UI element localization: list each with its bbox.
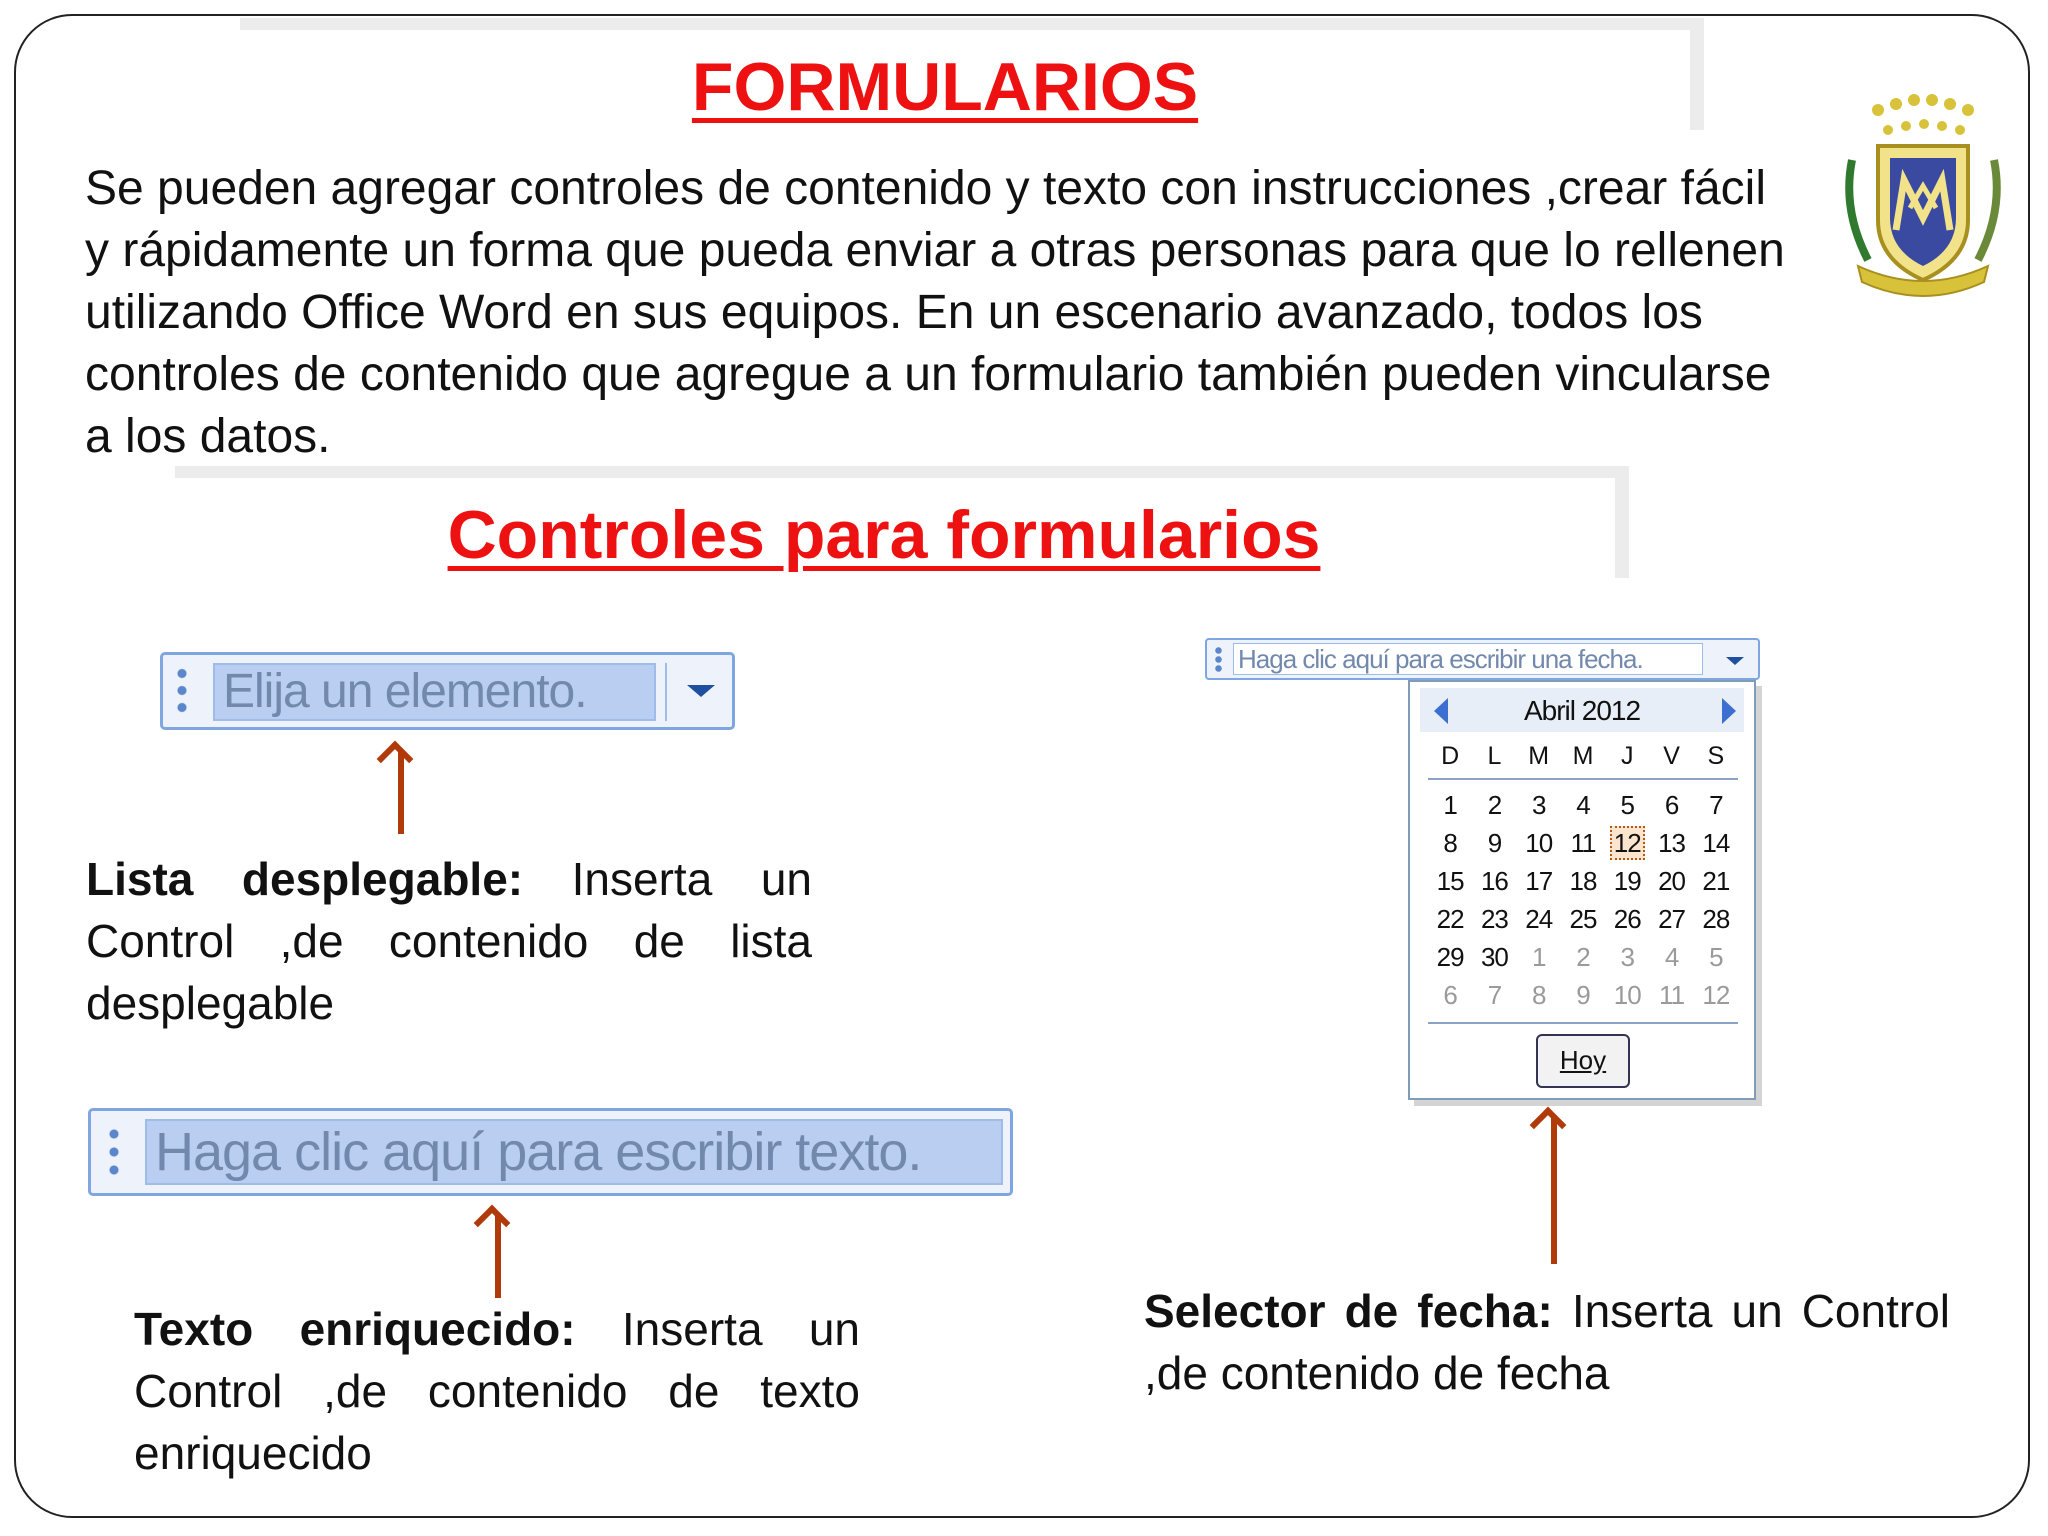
calendar-header bbox=[1420, 688, 1744, 732]
calendar-day[interactable]: 17 bbox=[1525, 866, 1553, 896]
day-of-week: S bbox=[1707, 742, 1725, 770]
calendar-day-next-month[interactable]: 1 bbox=[1531, 942, 1546, 972]
day-of-week: D bbox=[1441, 742, 1460, 770]
dropdown-label: Lista desplegable: bbox=[86, 853, 524, 905]
richtext-label: Texto enriquecido: bbox=[134, 1303, 576, 1355]
day-of-week: M bbox=[1572, 742, 1594, 770]
calendar-day[interactable]: 10 bbox=[1525, 828, 1553, 858]
calendar-day[interactable]: 19 bbox=[1613, 866, 1641, 896]
day-of-week: M bbox=[1528, 742, 1550, 770]
calendar-day[interactable]: 1 bbox=[1443, 790, 1457, 820]
calendar-day[interactable]: 16 bbox=[1480, 866, 1508, 896]
calendar-day[interactable]: 7 bbox=[1709, 790, 1723, 820]
calendar-day[interactable]: 28 bbox=[1702, 904, 1730, 934]
calendar-day[interactable]: 27 bbox=[1658, 904, 1685, 934]
arrow-up-icon bbox=[495, 1214, 501, 1298]
rich-text-field[interactable]: Haga clic aquí para escribir texto. bbox=[145, 1119, 1003, 1185]
datepicker-description bbox=[1144, 1280, 1950, 1404]
arrow-up-icon bbox=[1551, 1116, 1557, 1264]
calendar-day[interactable]: 2 bbox=[1487, 790, 1502, 820]
calendar-popup bbox=[1408, 680, 1756, 1100]
day-of-week: J bbox=[1621, 742, 1634, 770]
today-button[interactable]: Hoy bbox=[1536, 1034, 1630, 1088]
calendar-day[interactable]: 23 bbox=[1480, 904, 1508, 934]
date-picker-control[interactable] bbox=[1205, 638, 1760, 680]
calendar-day[interactable]: 22 bbox=[1436, 904, 1464, 934]
calendar-day-next-month[interactable]: 6 bbox=[1443, 980, 1457, 1010]
next-month-icon[interactable] bbox=[1722, 698, 1736, 724]
drag-handle-icon[interactable] bbox=[1215, 646, 1222, 674]
calendar-day-next-month[interactable]: 2 bbox=[1576, 942, 1590, 972]
date-field[interactable]: Haga clic aquí para escribir una fecha. bbox=[1233, 643, 1703, 675]
calendar-day[interactable]: 5 bbox=[1620, 790, 1634, 820]
school-crest-logo bbox=[1838, 90, 2008, 310]
days-of-week bbox=[1428, 742, 1738, 780]
chevron-down-icon[interactable] bbox=[665, 663, 729, 721]
calendar-day[interactable]: 13 bbox=[1658, 828, 1685, 858]
calendar-day[interactable]: 9 bbox=[1487, 828, 1502, 858]
calendar-day-next-month[interactable]: 4 bbox=[1664, 942, 1679, 972]
calendar-day-next-month[interactable]: 10 bbox=[1613, 980, 1641, 1010]
datepicker-label: Selector de fecha: bbox=[1144, 1285, 1553, 1337]
calendar-day[interactable]: 8 bbox=[1443, 828, 1457, 858]
calendar-day-next-month[interactable]: 3 bbox=[1620, 942, 1634, 972]
calendar-day-next-month[interactable]: 5 bbox=[1709, 942, 1723, 972]
richtext-description bbox=[134, 1298, 860, 1484]
page-title: FORMULARIOS bbox=[691, 49, 1199, 125]
calendar-month: Abril 2012 bbox=[1523, 695, 1641, 726]
calendar-day[interactable]: 18 bbox=[1569, 866, 1597, 896]
calendar-day[interactable]: 6 bbox=[1664, 790, 1679, 820]
intro-paragraph: Se pueden agregar controles de contenido y texto con instrucciones ,crear fácil y rápidamente un forma que pueda enviar a otras personas para que lo rellenen utilizando Office Word en sus equipos. En un escenario avanzado, todos los controles de contenido que agregue a un formulario también pueden vincularse a los datos. bbox=[85, 162, 1785, 463]
calendar-day[interactable]: 25 bbox=[1569, 904, 1597, 934]
section-title: Controles para formularios bbox=[447, 497, 1321, 573]
dropdown-label-text: Inserta un Control ,de contenido de lista desplegable bbox=[86, 853, 812, 1029]
calendar-divider bbox=[1428, 1022, 1738, 1024]
calendar-day[interactable]: 4 bbox=[1576, 790, 1590, 820]
calendar-day[interactable]: 14 bbox=[1702, 828, 1730, 858]
calendar-day-next-month[interactable]: 8 bbox=[1531, 980, 1546, 1010]
arrow-up-icon bbox=[398, 750, 404, 834]
calendar-day[interactable]: 20 bbox=[1658, 866, 1685, 896]
calendar-week bbox=[1428, 976, 1738, 1014]
calendar-day-next-month[interactable]: 12 bbox=[1702, 980, 1730, 1010]
calendar-day[interactable]: 29 bbox=[1436, 942, 1464, 972]
calendar-week bbox=[1428, 900, 1738, 938]
calendar-day[interactable]: 3 bbox=[1531, 790, 1546, 820]
calendar-week bbox=[1428, 862, 1738, 900]
calendar-day-next-month[interactable]: 9 bbox=[1576, 980, 1590, 1010]
richtext-label-text: Inserta un Control ,de contenido de texto enriquecido bbox=[134, 1303, 860, 1479]
calendar-day[interactable]: 11 bbox=[1570, 828, 1596, 858]
drag-handle-icon[interactable] bbox=[177, 665, 187, 717]
calendar-day[interactable]: 24 bbox=[1525, 904, 1553, 934]
day-of-week: V bbox=[1663, 742, 1680, 770]
calendar-week bbox=[1428, 938, 1738, 976]
day-of-week: L bbox=[1487, 742, 1502, 770]
chevron-down-icon[interactable] bbox=[1712, 643, 1756, 675]
dropdown-field[interactable]: Elija un elemento. bbox=[213, 663, 656, 721]
calendar-day[interactable]: 15 bbox=[1436, 866, 1464, 896]
drag-handle-icon[interactable] bbox=[109, 1125, 119, 1181]
datepicker-label-text: Inserta un Control ,de contenido de fecha bbox=[1144, 1285, 1950, 1399]
rich-text-control[interactable] bbox=[88, 1108, 1013, 1196]
calendar-grid bbox=[1428, 786, 1738, 1014]
calendar-day[interactable]: 26 bbox=[1613, 904, 1641, 934]
dropdown-list-control[interactable] bbox=[160, 652, 735, 730]
calendar-day[interactable]: 21 bbox=[1702, 866, 1730, 896]
calendar-day[interactable]: 30 bbox=[1480, 942, 1508, 972]
calendar-week bbox=[1428, 824, 1738, 862]
calendar-day-next-month[interactable]: 7 bbox=[1487, 980, 1502, 1010]
calendar-day-selected[interactable]: 12 bbox=[1605, 824, 1649, 862]
dropdown-description bbox=[86, 848, 812, 1034]
calendar-day-next-month[interactable]: 11 bbox=[1659, 980, 1685, 1010]
calendar-week bbox=[1428, 786, 1738, 824]
